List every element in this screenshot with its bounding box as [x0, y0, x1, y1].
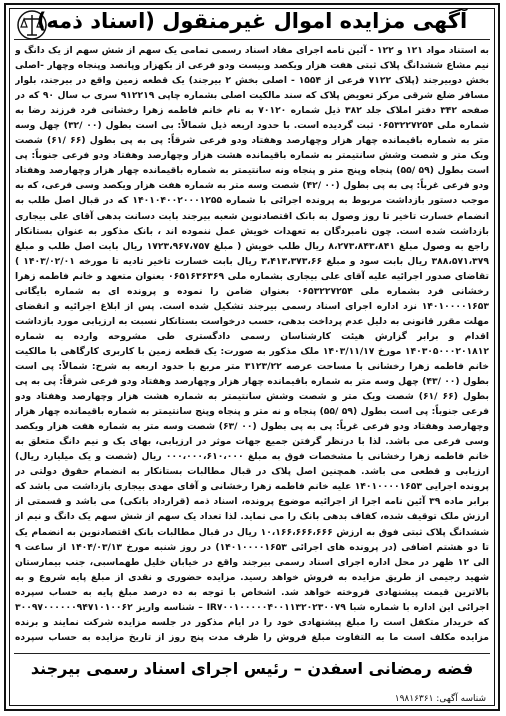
notice-reference-id: شناسه آگهی: ۱۹۸۱۶۳۶۱ [394, 694, 486, 704]
title-divider [14, 39, 490, 40]
notice-frame [4, 3, 500, 711]
signature-divider [14, 653, 490, 654]
notice-title: آگهی مزایده اموال غیرمنقول (اسناد ذمه) [36, 9, 468, 33]
signature-line: فضه رمضانی اسفدن – رئیس اجرای اسناد رسمی بیرجند [30, 659, 474, 678]
notice-body-text: به استناد مواد ۱۲۱ و ۱۲۲ - آئین نامه اجرای مفاد اسناد رسمی تمامی یک سهم از شش سهم از یک دانگ و نیم مشاع ششدانگ پلاک ثبتی هفت هزار ویکصد وبیست ودو فرعی از یکهزار وپانصد وپنجاه وچهار -اصلی بخش دوبیرجند (پلاک ۷۱۲۲ فرعی از ۱۵۵۴ - اصلی بخش ۲ بیرجند) یک قطعه زمین واقع در بیرجند، بلوار مسافر ضلع شرقی مرکز تعویض پلاک که سند مالکیت اصلی بشماره چاپی ۹۱۲۲۱۹ سری ب سال ۹۰ که در صفحه ۳۴۲ دفتر املاک جلد ۳۸۲ ذیل شماره ۷۰۱۲۰ به نام خانم فاطمه زهرا رخشانی فرد فرزند رضا به شماره ملی ۰۶۵۳۲۲۷۲۵۴ ثبت گردیده است. با حدود اربعه ذیل شمالاً: بی است بطول (۰۰ /۳۲) چهل وسه متر به شماره باقیمانده چهار هزار وچهارصد وهفتاد ودو فرعی شرقاً: پی به پی بطول (۶۶ /۶۱) شصت ویک متر و شصت وشش سانتیمتر به شماره باقیمانده هشت هزار وچهارصد وهفتاد ودو فرعی جنوباً: پی است بطول (۵۹ /۵۵) پنجاه وپنج متر و پنجاه ونه سانتیمتر به شماره باقیمانده چهار هزار وچهارصد وهفتاد ودو فرعی غرباً: پی به پی بطول (۰۰ /۴۲) شصت وسه متر به شماره هفت هزار ویکصد وسی فرعی، که به موجب دستور بازداشت مربوط به پرونده اجرائی با شماره ۱۴۰۱۰۴۰۰۲۰۰۰۱۲۵۵ که در قبال اصل طلب به انضمام خسارت تاخیر تا روز وصول به بانک اقتصادنوین شعبه بیرجند بابت دسانت بدهی آقای علی بیجاری بازداشت شده است. چون نامبردگان به تعهدات خویش عمل ننموده اند ، بانک مذکور به عنوان بستانکار راجع به وصول مبلغ ۸،۲۷۳،۸۴۳،۸۴۱ ریال طلب خویش ( مبلغ ۱۷۲۳،۹۶۷،۷۵۷ ریال بابت اصل طلب و مبلغ ۳۸۸،۵۷۱،۳۷۹ ریال بابت سود و مبلغ ۳،۴۱۳،۳۷۳،۶۶ ریال بابت خسارت تاخیر تادیه تا مورخه ۱۴۰۳/۰۲/۰۱ ) تقاضای صدور اجرائیه علیه آقای علی بیجاری بشماره ملی ۰۶۵۱۶۳۶۳۶۹ بعنوان متعهد و خانم فاطمه زهرا رخشانی فرد بشماره ملی ۰۶۵۳۲۲۷۲۵۴ بعنوان ضامن را نموده و پرونده ای به شماره بایگانی ۱۴۰۱۰۰۰۰۱۶۵۳ نزد اداره اجرای اسناد رسمی بیرجند تشکیل شده است. پس از ابلاغ اجرائیه و انقضای مهلت مقرر قانونی به دلیل عدم پرداخت بدهی، حسب درخواست بستانکار نسبت به ارزیابی مورد بازداشت اقدام و برابر گزارش هیئت کارشناسان رسمی دادگستری طی مشروحه وارده به شماره ۱۴۰۳۰۵۰۰۰۲۰۱۸۱۲ مورخ ۱۴۰۳/۱۱/۱۷ ملک مذکور به صورت: یک قطعه زمین با کاربری کارگاهی با مالکیت خانم فاطمه زهرا رخشانی با مساحت عرصه ۳۱۲۳/۲۲ متر مربع با حدود اربعه به شرح: شمالاً: پی است بطول (۰۰ /۴۳) چهل وسه متر به شماره باقیمانده چهار هزار وچهارصد وهفتاد ودو فرعی شرقاً: پی به پی بطول (۶۶ /۶۱) شصت ویک متر و شصت وشش سانتیمتر به شماره هشت هزار وچهارصد وهفتاد ودو فرعی جنوباً: پی است بطول (۵۹ /۵۵) پنجاه و نه متر و پنجاه وپنج سانتیمتر به شماره باقیمانده چهار هزار وچهارصد وهفتاد ودو فرعی غرباً: پی به پی بطول (۰۰ /۶۳) شصت وسه متر به شماره هفت هزار ویکصد وسی فرعی می باشد. لذا با درنظر گرفتن جمیع جهات موثر در ارزیابی، بهای یک و نیم دانگ متعلق به خانم فاطمه زهرا رخشانی با مشخصات فوق به مبلغ ۰۰۰،۰۰۰،۶۱۰،۰۰۰ ریال (شصت و یک میلیارد ریال) ارزیابی و قطعی می باشد. همچنین اصل پلاک در قبال مطالبات بستانکار به انضمام حقوق دولتی در پرونده اجرایی ۱۴۰۱۰۰۰۰۱۶۵۳ علیه خانم فاطمه زهرا رخشانی و آقای مهدی بیجاری بازداشت می باشد که برابر ماده ۳۹ آئین نامه اجرا از اجرائیه موضوع پرونده، اسناد ذمه (قرارداد بانکی) می باشد و قسمتی از ارزش ملک توقیف شده، کفاف بدهی بانک را می نماید. لذا تعداد یک سهم از شش سهم یک دانگ و نیم از ششدانگ پلاک ثبتی فوق به ارزش ۱۰،۱۶۶،۶۶۶،۶۶۶ ریال در قبال مطالبات بانک اقتصادنوین به انضمام یک تا دو هشتم اضافی (در پرونده های اجرائی ۱۴۰۱۰۰۰۰۱۶۵۳) در روز شنبه مورخ ۱۴۰۴/۰۳/۱۳ از ساعت ۹ الی ۱۲ ظهر در محل اداره اجرای اسناد رسمی بیرجند واقع در خیابان خلیل طهماسبی، جنب بیمارستان شهید رجیمی از طریق مزایده به فروش خواهد رسید. مزایده حضوری و نقدی از مبلغ پایه شروع و به بالاترین قیمت پیشنهادی فروخته خواهد شد. اشخاص با توجه به ده درصد مبلغ پایه به حساب سپرده اجرائی این اداره با شماره شبا IR۷۰۰۱۰۰۰۰۰۴۰۰۱۱۳۲۰۲۳۰۰۷۹ – شناسه واریز ۳۰۰۹۷۰۰۰۰۰۰۹۴۷۱۰۱۰۰۶۲ که خریدار متکفل است را مبلغ پیشنهادی خود را در ایام مذکور در جلسه مزایده شرکت نمایند و برنده مزایده مکلف است ما به التفاوت مبلغ فروش را ظرف مدت پنج روز از تاریخ مزایده به حساب سپرده [15, 45, 489, 643]
